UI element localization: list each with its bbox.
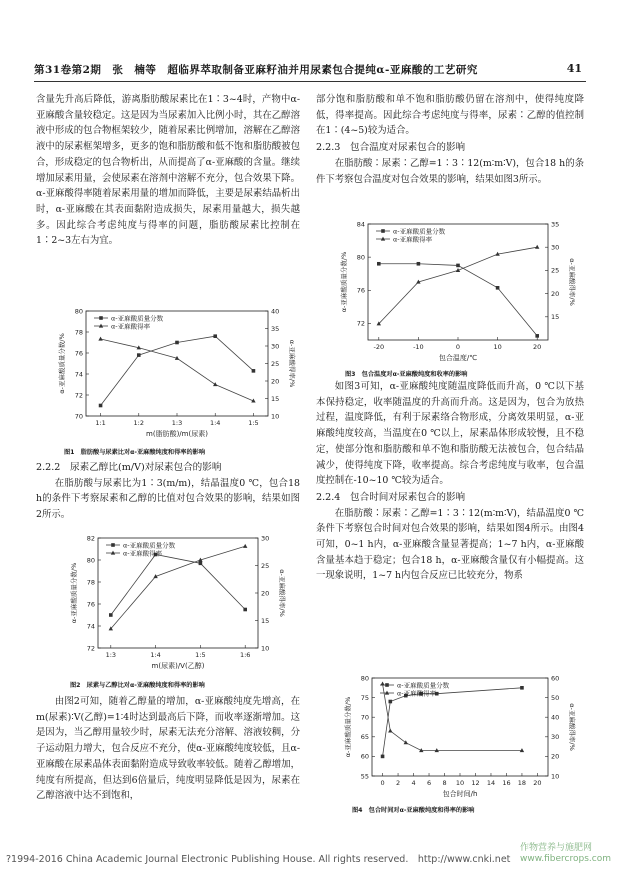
- data-point: [520, 686, 524, 690]
- section-heading-2-2-3: 2.2.3 包合温度对尿素包合的影响: [316, 142, 466, 154]
- y-left-axis-label: α-亚麻酸质量分数/%: [344, 696, 352, 758]
- figure-4-chart: [332, 672, 578, 800]
- y-right-tick-label: 15: [261, 616, 270, 625]
- x-tick-label: 1:5: [195, 651, 206, 659]
- data-point: [417, 262, 421, 266]
- legend-label: α-亚麻酸质量分数: [393, 227, 446, 236]
- x-tick-label: 14: [486, 779, 496, 787]
- x-tick-label: 20: [533, 343, 542, 351]
- y-right-tick-label: 40: [271, 307, 280, 316]
- data-point: [99, 404, 103, 408]
- data-point: [404, 740, 408, 744]
- x-tick-label: 2: [395, 779, 401, 787]
- y-right-tick-label: 40: [551, 713, 560, 722]
- y-left-axis-label: α-亚麻酸质量分数/%: [340, 251, 348, 313]
- legend-label: α-亚麻酸质量分数: [397, 681, 450, 690]
- y-left-tick-label: 72: [86, 644, 95, 653]
- legend-marker: [99, 316, 103, 320]
- paragraph: 含量先升高后降低，游离脂肪酸尿素比在1∶3~4时，产物中α-亚麻酸含量较稳定。这是因为当尿素加入比例小时，其在乙醇溶液中形成的包合物框架较少，随着尿素比例增加，溶解在乙醇溶液中的尿素框架增多，更多的饱和脂肪酸和低不饱和脂肪酸被包合，形成稳定的包合物析出，从而提高了α-亚麻酸的含量。继续增加尿素用量，会使尿素在溶剂中溶解不充分，包合效果下降。α-亚麻酸得率随着尿素用量的增加而降低，主要是尿素结晶析出时，α-亚麻酸在其表面黏附造成损失，尿素用量越大，损失越多。因此综合考虑纯度与得率的问题，脂肪酸尿素比控制在1∶2~3左右为宜。: [36, 94, 300, 247]
- legend-marker: [385, 683, 389, 687]
- data-point: [380, 681, 384, 685]
- plot-frame: [98, 538, 258, 648]
- y-right-axis-label: α-亚麻酸得率/%: [288, 339, 296, 388]
- right-column-top: [316, 92, 584, 187]
- legend-marker: [111, 551, 115, 555]
- x-tick-label: 10: [455, 779, 465, 787]
- data-point: [456, 264, 460, 268]
- y-left-axis-label: α-亚麻酸质量分数/%: [58, 333, 66, 394]
- y-left-tick-label: 74: [74, 370, 83, 379]
- left-column-bottom: [36, 694, 300, 804]
- x-tick-label: 6: [426, 779, 432, 787]
- series-line: [379, 264, 537, 336]
- data-point: [388, 729, 392, 733]
- y-right-tick-label: 25: [261, 561, 270, 570]
- page-number: 41: [566, 62, 582, 75]
- y-right-axis-label: α-亚麻酸得率/%: [568, 703, 576, 751]
- data-point: [535, 245, 539, 249]
- y-left-tick-label: 78: [86, 578, 95, 587]
- y-right-axis-label: α-亚麻酸得率/%: [568, 258, 576, 306]
- x-tick-label: 8: [442, 779, 447, 787]
- legend-label: α-亚麻酸得率: [123, 549, 163, 558]
- x-tick-label: -10: [413, 343, 424, 351]
- figure-4-caption: 图4 包合时间对α-亚麻酸纯度和得率的影响: [352, 807, 475, 814]
- series-line: [379, 247, 537, 324]
- watermark-line-1: 作物营养与施肥网: [520, 843, 593, 853]
- paragraph: 如图3可知，α-亚麻酸纯度随温度降低而升高，0 ℃以下基本保持稳定，收率随温度的升高而升高。这是因为，包合为放热过程，温度降低，有利于尿素络合物形成，分离效果明显，α-亚麻酸纯度较高，当温度在0 ℃以上，尿素晶体形成较慢，且不稳定，使部分饱和脂肪酸和单不饱和脂肪酸无法被包合，包合结晶减少，使得纯度下降，收率提高。综合考虑纯度与收率，包合温度控制在-10~10 ℃较为适合。: [316, 381, 584, 487]
- x-tick-label: 1:3: [105, 651, 117, 659]
- y-left-tick-label: 84: [356, 220, 365, 229]
- y-right-tick-label: 20: [551, 289, 560, 298]
- x-tick-label: 1:1: [95, 419, 106, 427]
- legend-marker: [111, 543, 115, 547]
- y-right-tick-label: 30: [261, 534, 270, 543]
- y-right-tick-label: 10: [551, 772, 560, 781]
- data-point: [535, 334, 539, 338]
- x-tick-label: -20: [373, 343, 385, 351]
- x-tick-label: 18: [517, 779, 527, 787]
- series-line: [111, 555, 245, 616]
- legend-label: α-亚麻酸质量分数: [123, 541, 176, 550]
- y-left-tick-label: 75: [360, 693, 369, 702]
- y-left-axis-label: α-亚麻酸质量分数/%: [70, 562, 78, 624]
- x-tick-label: 10: [493, 343, 502, 351]
- y-left-tick-label: 82: [86, 534, 95, 543]
- y-right-tick-label: 35: [271, 324, 280, 333]
- section-heading-2-2-4: 2.2.4 包合时间对尿素包合的影响: [316, 491, 466, 503]
- y-right-tick-label: 30: [271, 342, 280, 351]
- y-left-tick-label: 80: [360, 674, 369, 683]
- y-right-tick-label: 25: [551, 266, 560, 275]
- paragraph: 部分饱和脂肪酸和单不饱和脂肪酸仍留在溶剂中，使得纯度降低，得率提高。因此综合考虑纯度与得率，尿素∶乙醇的值控制在1∶(4~5)较为适合。: [316, 94, 584, 137]
- data-point: [381, 755, 385, 759]
- x-axis-label: m(脂肪酸)/m(尿素): [146, 430, 208, 438]
- x-tick-label: 0: [455, 343, 461, 351]
- y-left-tick-label: 76: [74, 349, 83, 358]
- x-axis-label: 包合温度/℃: [438, 354, 478, 362]
- y-left-tick-label: 72: [356, 319, 365, 328]
- figure-1-chart: [46, 305, 298, 440]
- figure-2-chart: [58, 532, 288, 672]
- y-left-tick-label: 80: [356, 253, 365, 262]
- figure-3-caption: 图3 包合温度对α-亚麻酸纯度和收率的影响: [345, 371, 468, 378]
- y-right-tick-label: 60: [551, 674, 560, 683]
- y-right-tick-label: 30: [551, 243, 560, 252]
- data-point: [389, 700, 393, 704]
- y-right-tick-label: 10: [271, 412, 280, 421]
- data-point: [243, 608, 247, 612]
- legend-label: α-亚麻酸得率: [393, 235, 433, 244]
- copyright-footer: ?1994-2016 China Academic Journal Electronic Publishing House. All rights reserved. http://www.cnki.net: [6, 854, 511, 865]
- x-tick-label: 1:4: [209, 419, 221, 427]
- x-axis-label: m(尿素)/V(乙醇): [151, 662, 205, 670]
- y-right-tick-label: 30: [551, 733, 560, 742]
- data-point: [175, 341, 179, 345]
- y-right-tick-label: 15: [551, 313, 560, 322]
- left-column-top: [36, 92, 300, 249]
- series-line: [101, 339, 254, 401]
- legend-marker: [381, 229, 385, 233]
- legend-label: α-亚麻酸得率: [397, 689, 437, 698]
- x-tick-label: 0: [380, 779, 385, 787]
- y-right-tick-label: 35: [551, 220, 560, 229]
- watermark-line-2: www.fibercrops.com: [520, 854, 611, 864]
- data-point: [213, 334, 217, 338]
- x-tick-label: 1:6: [239, 651, 251, 659]
- y-right-tick-label: 20: [261, 589, 270, 598]
- running-header: [34, 60, 586, 82]
- figure-1-caption: 图1 脂肪酸与尿素比对α-亚麻酸纯度和得率的影响: [64, 449, 206, 456]
- y-left-tick-label: 70: [360, 713, 369, 722]
- x-tick-label: 1:2: [133, 419, 145, 427]
- y-left-tick-label: 60: [360, 752, 369, 761]
- y-right-tick-label: 20: [551, 752, 560, 761]
- x-tick-label: 12: [471, 779, 480, 787]
- paragraph: 在脂肪酸∶尿素∶乙醇=1∶3∶12(m∶m∶V)，包合18 h的条件下考察包合温度对包合效果的影响，结果如图3所示。: [316, 157, 584, 185]
- data-point: [496, 286, 500, 290]
- x-tick-label: 1:4: [150, 651, 161, 659]
- y-left-tick-label: 72: [74, 391, 83, 400]
- x-tick-label: 1:3: [171, 419, 183, 427]
- y-right-axis-label: α-亚麻酸得率/%: [278, 569, 286, 617]
- y-left-tick-label: 70: [74, 412, 83, 421]
- data-point: [377, 262, 381, 266]
- data-point: [98, 337, 102, 341]
- data-point: [252, 369, 256, 373]
- watermark-logo: [520, 843, 611, 865]
- series-line: [101, 336, 254, 405]
- x-tick-label: 1:5: [248, 419, 259, 427]
- figure-3-chart: [328, 218, 578, 364]
- y-right-tick-label: 10: [261, 644, 270, 653]
- y-left-tick-label: 74: [86, 622, 95, 631]
- legend-marker: [385, 691, 389, 695]
- y-left-tick-label: 55: [360, 772, 369, 781]
- series-line: [383, 688, 522, 757]
- legend-label: α-亚麻酸质量分数: [111, 314, 164, 323]
- data-point: [137, 353, 141, 357]
- x-tick-label: 20: [533, 779, 542, 787]
- section-heading-2-2-2: 2.2.2 尿素乙醇比(m/V)对尿素包合的影响: [36, 462, 222, 473]
- y-right-tick-label: 20: [271, 377, 280, 386]
- x-tick-label: 4: [411, 779, 416, 787]
- x-axis-label: 包合时间/h: [442, 790, 478, 798]
- y-left-tick-label: 80: [74, 307, 83, 316]
- left-column-mid: [36, 459, 300, 523]
- right-column-mid: [316, 379, 584, 584]
- x-tick-label: 16: [502, 779, 511, 787]
- data-point: [199, 562, 203, 566]
- y-left-tick-label: 80: [86, 556, 95, 565]
- y-left-tick-label: 78: [74, 328, 83, 337]
- y-right-tick-label: 25: [271, 359, 280, 368]
- y-left-tick-label: 76: [356, 286, 365, 295]
- data-point: [243, 544, 247, 548]
- paragraph: 由图2可知，随着乙醇量的增加，α-亚麻酸纯度先增高，在m(尿素)∶V(乙醇)=1∶4时达到最高后下降，而收率逐渐增加。这是因为，当乙醇用量较少时，尿素无法充分溶解、溶液较稠，分子运动阻力增大，包合反应不充分，使α-亚麻酸纯度较低，且α-亚麻酸在尿素晶体表面黏附造成导致收率较低。随着乙醇增加，纯度有所提高，但达到6倍量后，纯度明显降低是因为，尿素在乙醇溶液中达不到饱和，: [36, 696, 300, 802]
- journal-title: 第31卷第2期 张 楠等 超临界萃取制备亚麻籽油并用尿素包合提纯α-亚麻酸的工艺研究: [34, 64, 478, 76]
- y-right-tick-label: 15: [271, 394, 280, 403]
- y-left-tick-label: 76: [86, 600, 95, 609]
- data-point: [213, 382, 217, 386]
- y-left-tick-label: 65: [360, 733, 369, 742]
- paragraph: 在脂肪酸∶尿素∶乙醇=1∶3∶12(m∶m∶V)，结晶温度0 ℃条件下考察包合时间对包合效果的影响，结果如图4所示。由图4可知，0~1 h内，α-亚麻酸含量显著提高；1~7 h内，α-亚麻酸含量基本趋于稳定；包合18 h，α-亚麻酸含量仅有小幅提高。这一现象说明，1~7 h内包合反应已比较充分，物系: [316, 507, 584, 582]
- paragraph: 在脂肪酸与尿素比为1∶3(m/m)，结晶温度0 ℃，包合18 h的条件下考察尿素和乙醇的比值对包合效果的影响，结果如图2所示。: [36, 477, 300, 521]
- legend-label: α-亚麻酸得率: [111, 322, 151, 331]
- data-point: [109, 613, 113, 617]
- figure-2-caption: 图2 尿素与乙醇比对α-亚麻酸纯度和得率的影响: [70, 682, 205, 689]
- y-right-tick-label: 50: [551, 693, 560, 702]
